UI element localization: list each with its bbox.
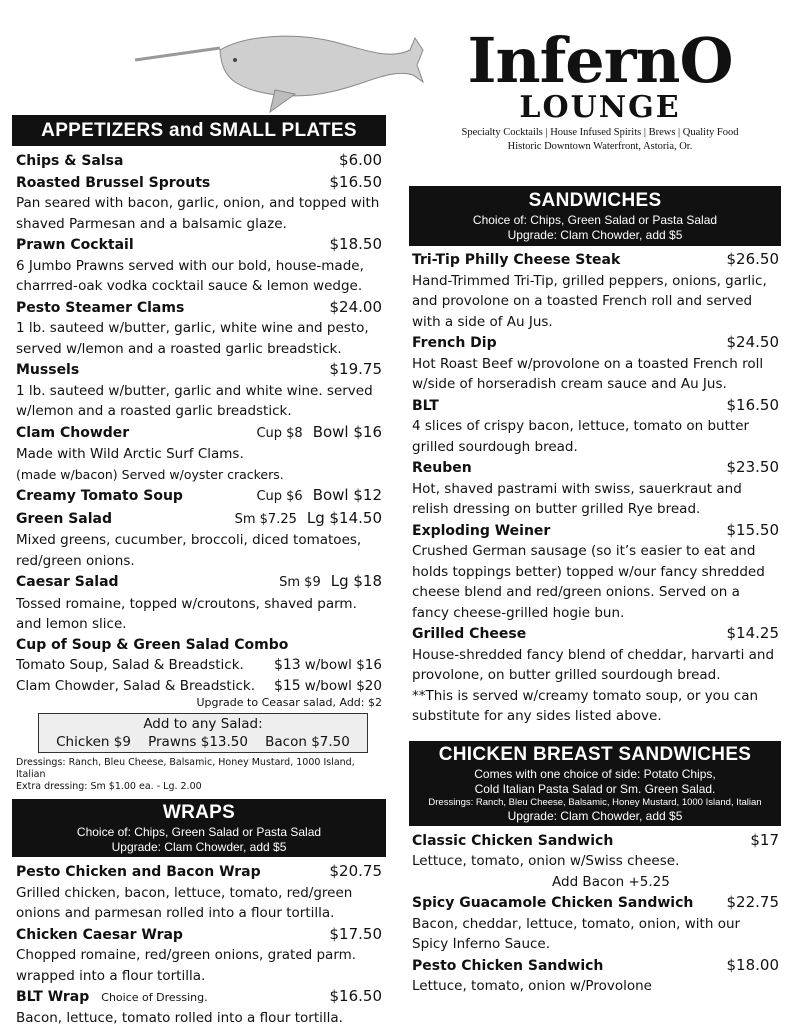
item-description: Lettuce, tomato, onion w/Swiss cheese. [412, 851, 779, 872]
menu-item-soup-salad-combo: Cup of Soup & Green Salad Combo [16, 635, 382, 656]
left-column [12, 115, 386, 1028]
item-description: Mixed greens, cucumber, broccoli, diced tomatoes, red/green onions. [16, 530, 382, 571]
appetizers-header [12, 115, 386, 146]
combo-line-1: Tomato Soup, Salad & Breadstick. $13 w/bowl $16 [16, 655, 382, 676]
combo-upgrade: Upgrade to Ceasar salad, Add: $2 [16, 696, 382, 710]
menu-item-caesar-salad: Caesar Salad Sm $9 Lg $18 [16, 571, 382, 594]
chicken-subtitle-1: Comes with one choice of side: Potato Chips, [409, 767, 781, 782]
chicken-subtitle-4: Upgrade: Clam Chowder, add $5 [409, 809, 781, 824]
menu-item-caesar-wrap: Chicken Caesar Wrap $17.50 [16, 924, 382, 946]
wraps-title: WRAPS [12, 801, 386, 825]
menu-item-pesto-clams: Pesto Steamer Clams $24.00 [16, 297, 382, 319]
menu-item-chips: Chips & Salsa $6.00 [16, 150, 382, 172]
menu-item-grilled-cheese: Grilled Cheese $14.25 [412, 623, 779, 645]
menu-item-prawn-cocktail: Prawn Cocktail $18.50 [16, 234, 382, 256]
narwhal-illustration [125, 20, 425, 115]
menu-item-tomato-soup: Creamy Tomato Soup Cup $6 Bowl $12 [16, 485, 382, 508]
menu-item-pesto-chicken: Pesto Chicken Sandwich $18.00 [412, 955, 779, 977]
menu-item-french-dip: French Dip $24.50 [412, 332, 779, 354]
item-description: Bacon, cheddar, lettuce, tomato, onion, with our Spicy Inferno Sauce. [412, 914, 779, 955]
menu-item-tritip: Tri-Tip Philly Cheese Steak $26.50 [412, 249, 779, 271]
add-to-salad-box [38, 713, 368, 753]
add-to-salad-items: Chicken $9 Prawns $13.50 Bacon $7.50 [39, 733, 367, 751]
item-description: Hot Roast Beef w/provolone on a toasted French roll w/side of horseradish cream sauce and Au Jus. [412, 354, 779, 395]
item-description: 6 Jumbo Prawns served with our bold, house-made, charrred-oak vodka cocktail sauce & lemon wedge. [16, 256, 382, 297]
item-description: House-shredded fancy blend of cheddar, harvarti and provolone, on butter grilled sourdough bread. [412, 645, 779, 686]
logo-title: InfernO [450, 30, 750, 92]
menu-item-blt-wrap: BLT Wrap Choice of Dressing. $16.50 [16, 986, 382, 1008]
combo-line-2: Clam Chowder, Salad & Breadstick. $15 w/bowl $20 [16, 676, 382, 697]
menu-item-mussels: Mussels $19.75 [16, 359, 382, 381]
item-description: Bacon, lettuce, tomato rolled into a flour tortilla. [16, 1008, 382, 1028]
item-description: Tossed romaine, topped w/croutons, shaved parm. and lemon slice. [16, 594, 382, 635]
menu-item-pesto-wrap: Pesto Chicken and Bacon Wrap $20.75 [16, 861, 382, 883]
item-description: Lettuce, tomato, onion w/Provolone [412, 976, 779, 997]
logo-tagline: Specialty Cocktails | House Infused Spirits | Brews | Quality Food [450, 126, 750, 140]
menu-item-brussel-sprouts: Roasted Brussel Sprouts $16.50 [16, 172, 382, 194]
chicken-title: CHICKEN BREAST SANDWICHES [409, 743, 781, 767]
menu-item-green-salad: Green Salad Sm $7.25 Lg $14.50 [16, 508, 382, 531]
sandwiches-header [409, 186, 781, 246]
logo-location: Historic Downtown Waterfront, Astoria, Or. [450, 140, 750, 154]
item-description: 1 lb. sauteed w/butter, garlic and white wine. served w/lemon and a roasted garlic breadstick. [16, 381, 382, 422]
chicken-subtitle-2: Cold Italian Pasta Salad or Sm. Green Salad. [409, 782, 781, 797]
sandwiches-subtitle-1: Choice of: Chips, Green Salad or Pasta Salad [409, 213, 781, 228]
item-description: Crushed German sausage (so it’s easier to eat and holds toppings better) topped w/our fancy shredded cheese blend and red/green onions. Served on a fancy cheese-grilled hogie bun. [412, 541, 779, 623]
menu-item-blt: BLT $16.50 [412, 395, 779, 417]
item-description: Hot, shaved pastrami with swiss, sauerkraut and relish dressing on butter grilled Rye bread. [412, 479, 779, 520]
menu-item-clam-chowder: Clam Chowder Cup $8 Bowl $16 [16, 422, 382, 445]
dressings-list: Dressings: Ranch, Bleu Cheese, Balsamic, Honey Mustard, 1000 Island, Italian [16, 757, 382, 781]
item-description: Pan seared with bacon, garlic, onion, and topped with shaved Parmesan and a balsamic glaze. [16, 193, 382, 234]
logo-subtitle: LOUNGE [450, 92, 750, 124]
item-addon: Add Bacon +5.25 [412, 872, 779, 893]
add-to-salad-title: Add to any Salad: [39, 715, 367, 733]
item-description: Chopped romaine, red/green onions, grated parm. wrapped into a flour tortilla. [16, 945, 382, 986]
extra-dressing: Extra dressing: Sm $1.00 ea. - Lg. 2.00 [16, 781, 382, 793]
item-note: **This is served w/creamy tomato soup, or you can substitute for any sides listed above. [412, 686, 779, 727]
wraps-subtitle-1: Choice of: Chips, Green Salad or Pasta Salad [12, 825, 386, 840]
chicken-header [409, 741, 781, 826]
sandwiches-title: SANDWICHES [409, 189, 781, 213]
wraps-header [12, 799, 386, 857]
right-column [409, 186, 781, 997]
chicken-dressings: Dressings: Ranch, Bleu Cheese, Balsamic, Honey Mustard, 1000 Island, Italian [409, 797, 781, 809]
menu-item-reuben: Reuben $23.50 [412, 457, 779, 479]
menu-item-classic-chicken: Classic Chicken Sandwich $17 [412, 830, 779, 852]
wraps-subtitle-2: Upgrade: Clam Chowder, add $5 [12, 840, 386, 855]
menu-item-exploding-weiner: Exploding Weiner $15.50 [412, 520, 779, 542]
item-description: Grilled chicken, bacon, lettuce, tomato, red/green onions and parmesan rolled into a flour tortilla. [16, 883, 382, 924]
menu-item-spicy-guacamole-chicken: Spicy Guacamole Chicken Sandwich $22.75 [412, 892, 779, 914]
sandwiches-subtitle-2: Upgrade: Clam Chowder, add $5 [409, 228, 781, 243]
item-description: 4 slices of crispy bacon, lettuce, tomato on butter grilled sourdough bread. [412, 416, 779, 457]
item-note: (made w/bacon) Served w/oyster crackers. [16, 465, 382, 486]
item-description: Hand-Trimmed Tri-Tip, grilled peppers, onions, garlic, and provolone on a toasted French roll and served with a side of Au Jus. [412, 271, 779, 333]
item-description: Made with Wild Arctic Surf Clams. [16, 444, 382, 465]
appetizers-title: APPETIZERS and SMALL PLATES [12, 119, 386, 143]
item-description: 1 lb. sauteed w/butter, garlic, white wine and pesto, served w/lemon and a roasted garlic breadstick. [16, 318, 382, 359]
inferno-lounge-logo [450, 30, 750, 154]
